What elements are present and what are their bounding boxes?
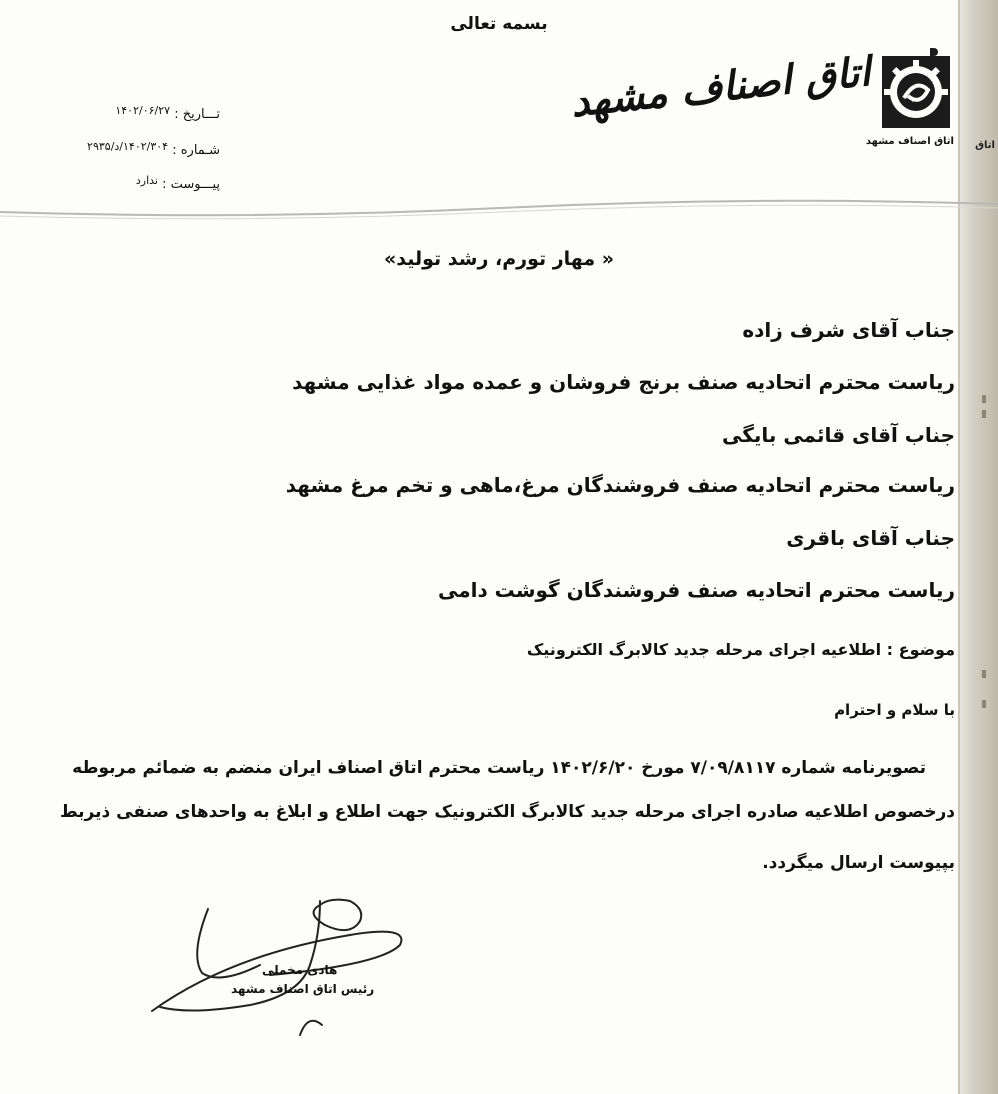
body-paragraph-line: بپیوست ارسال میگردد.: [762, 853, 955, 873]
date-row: [115, 104, 220, 122]
number-value: ۱۴۰۲/۳۰۴/د/۲۹۳۵: [87, 140, 169, 153]
body-paragraph-line: درخصوص اطلاعیه صادره اجرای مرحله جدید کالابرگ الکترونیک جهت اطلاع و ابلاغ به واحدهای صنفی ذیربط: [59, 802, 955, 822]
edge-mark: [982, 395, 986, 403]
attachment-label: پیـــوست :: [162, 177, 220, 192]
recipient-name: جناب آقای شرف زاده: [742, 318, 955, 342]
body-paragraph-line: تصویرنامه شماره ۷/۰۹/۸۱۱۷ مورخ ۱۴۰۲/۶/۲۰ ریاست محترم اتاق اصناف ایران منضم به ضمائم مربوطه: [72, 758, 926, 778]
edge-mark: [982, 410, 986, 418]
signer-name: هادی مخملی: [262, 963, 338, 977]
date-value: ۱۴۰۲/۰۶/۲۷: [115, 104, 171, 117]
slogan: « مهار تورم، رشد تولید»: [383, 248, 615, 270]
basmala: بسمه تعالی: [450, 14, 548, 34]
logo-edge-caption: اتاق: [975, 140, 995, 151]
signer-title: رئیس اتاق اصناف مشهد: [231, 982, 375, 996]
recipient-name: جناب آقای باقری: [786, 526, 955, 550]
date-label: تـــاریخ :: [174, 107, 220, 122]
logo-wordmark: اتاق اصناف مشهد: [568, 48, 873, 127]
logo-caption: اتاق اصناف مشهد: [865, 136, 954, 147]
number-row: [87, 140, 220, 158]
subject-line: موضوع : اطلاعیه اجرای مرحله جدید کالابرگ الکترونیک: [526, 640, 955, 659]
recipient-title: ریاست محترم اتحادیه صنف فروشندگان گوشت دامی: [437, 578, 955, 602]
attachment-value: ندارد: [135, 174, 158, 187]
greeting: با سلام و احترام: [834, 701, 955, 719]
header-divider: [0, 190, 998, 230]
recipient-title: ریاست محترم اتحادیه صنف برنج فروشان و عمده مواد غذایی مشهد: [292, 370, 955, 394]
recipient-title: ریاست محترم اتحادیه صنف فروشندگان مرغ،ماهی و تخم مرغ مشهد: [285, 473, 955, 497]
edge-mark: [982, 670, 986, 678]
paper-edge-line: [958, 0, 960, 1094]
scanned-paper-edge: [958, 0, 998, 1094]
guild-chamber-logo-icon: [882, 48, 950, 128]
recipient-name: جناب آقای قائمی بایگی: [721, 423, 955, 447]
number-label: شـماره :: [172, 143, 220, 158]
edge-mark: [982, 700, 986, 708]
